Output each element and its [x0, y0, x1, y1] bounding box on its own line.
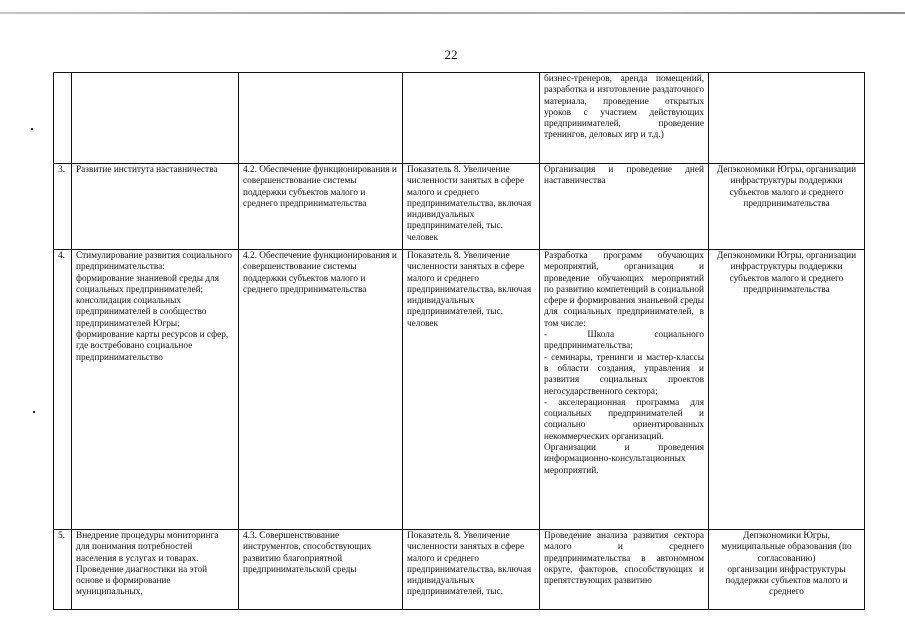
direction-text: 4.2. Обеспечение функционирования и совершенствование системы поддержки субъектов малого и среднего предпринимательства [243, 251, 397, 295]
scan-edge-line [0, 12, 905, 14]
responsible-cell [709, 164, 865, 250]
responsible-cell [709, 530, 865, 610]
task-cell [72, 530, 239, 610]
activity-text: Разработка программ обучающих мероприятий, организация и проведение обучающих мероприятий по развитию компетенций в социальной сфере и формирования знаньевой среды для социальных предпринимателей, в том числе: [544, 251, 704, 329]
indicator-text: Показатель 8. Увеличение численности занятых в сфере малого и среднего предпринимательства, включая индивидуальных предпринимателей, тыс. [407, 531, 532, 598]
table-row [54, 164, 865, 250]
responsible-text: Депэкономики Югры, организации инфраструктуры поддержки субъектов малого и среднего предпринимательства [716, 165, 857, 209]
indicator-text: Показатель 8. Увеличение численности занятых в сфере малого и среднего предпринимательства, включая индивидуальных предпринимателей, тыс. человек [407, 251, 532, 329]
indicator-cell [403, 73, 540, 164]
indicator-text: Показатель 8. Увеличение численности занятых в сфере малого и среднего предпринимательства, включая индивидуальных предпринимателей, тыс. человек [407, 165, 532, 243]
task-cell [72, 73, 239, 164]
page-number: 22 [444, 47, 458, 62]
direction-text: 4.3. Совершенствование инструментов, способствующих развитию благоприятной предпринимательской среды [243, 531, 372, 575]
task-cell [72, 164, 239, 250]
responsible-text: Депэкономики Югры, организации инфраструктуры поддержки субъектов малого и среднего предпринимательства [716, 251, 857, 295]
task-text: Стимулирование развития социального предпринимательства: [76, 251, 233, 273]
responsible-text: Депэкономики Югры, муниципальные образования (по согласованию) [721, 531, 852, 564]
task-text: формирование знаниевой среды для социальных предпринимателей; [76, 273, 219, 295]
activity-text: - акселерационная программа для социальных предпринимателей и социально ориентированных некоммерческих организаций. [544, 397, 704, 442]
indicator-cell [403, 250, 540, 530]
responsible-cell [709, 250, 865, 530]
margin-mark [33, 411, 35, 413]
activity-text: Организации и проведения информационно-консультационных мероприятий. [544, 443, 704, 476]
responsible-text: организации инфраструктуры поддержки субъектов малого и среднего [725, 564, 848, 598]
responsible-cell [709, 73, 865, 164]
task-text: формирование карты ресурсов и сфер, где востребовано социальное предпринимательство [76, 330, 229, 363]
direction-cell [239, 164, 403, 250]
task-cell [72, 250, 239, 530]
activity-cell [540, 164, 709, 250]
activity-text: Проведение анализа развития сектора малого и среднего предпринимательства в автономном округе, факторов, способствующих и препятствующих развитию [544, 531, 704, 587]
direction-cell [239, 73, 403, 164]
activity-text: Организация и проведение дней наставничества [544, 165, 704, 187]
task-text: консолидация социальных предпринимателей в сообщество предпринимателей Югры; [76, 296, 207, 329]
activity-text: бизнес-тренеров, аренда помещений, разработка и изготовление раздаточного материала, проведение открытых уроков с участием действующих предпринимателей, проведение тренингов, деловых игр и т.д.) [544, 74, 704, 141]
indicator-cell [403, 164, 540, 250]
table-row [54, 250, 865, 530]
row-number [54, 73, 72, 164]
row-number: 4. [54, 250, 72, 530]
activity-text: - семинары, тренинги и мастер-классы в области создания, управления и развития социальных проектов негосударственного сектора; [544, 352, 704, 397]
row-number: 3. [54, 164, 72, 250]
activity-cell [540, 73, 709, 164]
direction-cell [239, 250, 403, 530]
task-text: Развитие института наставничества [76, 165, 218, 175]
activity-text: - Школа социального предпринимательства; [544, 330, 704, 352]
task-text: Внедрение процедуры мониторинга для понимания потребностей населения в услугах и товарах. Проведение диагностики на этой основе и формирование муниципальных, [76, 531, 219, 598]
table-row [54, 73, 865, 164]
activity-cell [540, 530, 709, 610]
measures-table [53, 72, 865, 610]
indicator-cell [403, 530, 540, 610]
table-row [54, 530, 865, 610]
direction-cell [239, 530, 403, 610]
margin-mark [31, 128, 33, 130]
activity-cell [540, 250, 709, 530]
direction-text: 4.2. Обеспечение функционирования и совершенствование системы поддержки субъектов малого и среднего предпринимательства [243, 165, 397, 209]
row-number: 5. [54, 530, 72, 610]
